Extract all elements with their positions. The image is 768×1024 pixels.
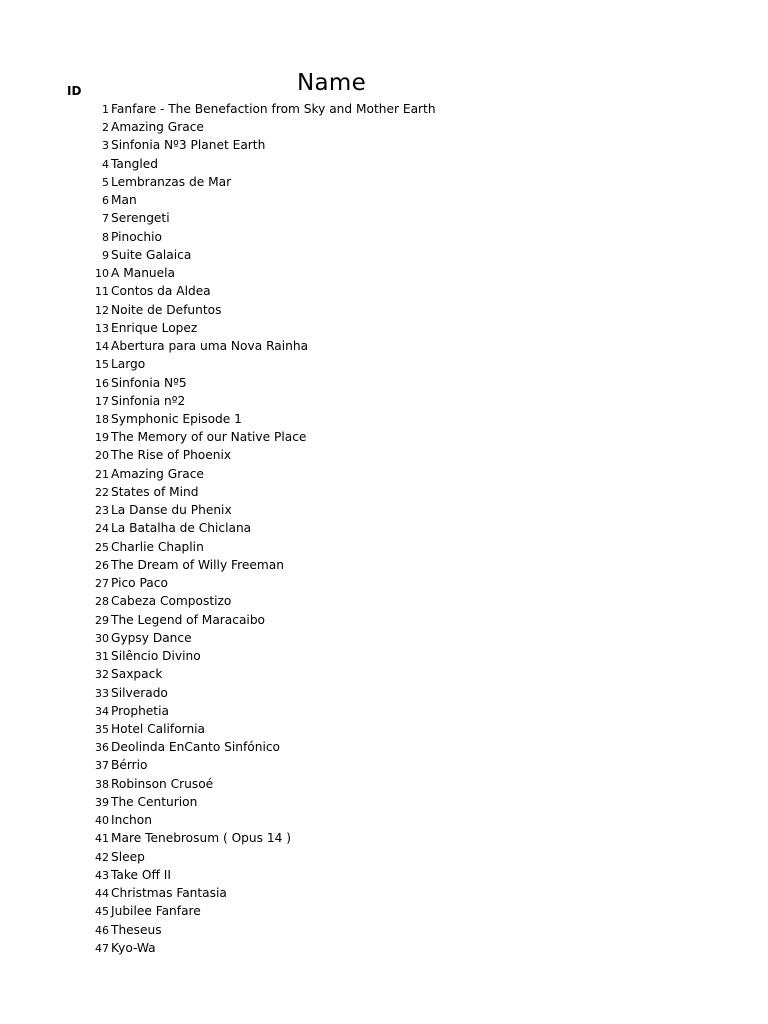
- list-item: [0, 228, 768, 246]
- list-item: [0, 538, 768, 556]
- row-id: 17: [95, 394, 109, 408]
- row-id: 44: [95, 887, 109, 901]
- row-id: 24: [95, 522, 109, 536]
- piece-list: [0, 100, 768, 957]
- row-id: 3: [102, 139, 109, 153]
- row-id: 14: [95, 340, 109, 354]
- list-item: [0, 884, 768, 902]
- name-column-header: Name: [297, 70, 367, 96]
- row-id: 30: [95, 631, 109, 645]
- row-id: 43: [95, 868, 109, 882]
- list-item: [0, 428, 768, 446]
- row-id: 15: [95, 358, 109, 372]
- list-item: [0, 519, 768, 537]
- list-item: [0, 811, 768, 829]
- list-item: [0, 738, 768, 756]
- row-name: Prophetia: [111, 703, 169, 718]
- row-id: 40: [95, 814, 109, 828]
- list-item: [0, 665, 768, 683]
- list-item: [0, 355, 768, 373]
- list-item: [0, 410, 768, 428]
- row-id: 22: [95, 485, 109, 499]
- row-id: 34: [95, 704, 109, 718]
- row-name: Kyo-Wa: [111, 940, 156, 955]
- list-item: [0, 501, 768, 519]
- row-name: Theseus: [111, 922, 162, 937]
- list-item: [0, 775, 768, 793]
- list-item: [0, 921, 768, 939]
- row-name: Jubilee Fanfare: [111, 904, 201, 919]
- list-item: [0, 337, 768, 355]
- row-id: 31: [95, 650, 109, 664]
- list-item: [0, 720, 768, 738]
- row-id: 45: [95, 905, 109, 919]
- list-item: [0, 483, 768, 501]
- row-name: Tangled: [111, 156, 158, 171]
- list-item: [0, 556, 768, 574]
- row-id: 25: [95, 540, 109, 554]
- row-id: 18: [95, 412, 109, 426]
- row-id: 46: [95, 923, 109, 937]
- row-id: 42: [95, 850, 109, 864]
- list-item: [0, 446, 768, 464]
- list-item: [0, 465, 768, 483]
- row-id: 32: [95, 668, 109, 682]
- row-name: Christmas Fantasia: [111, 886, 227, 901]
- row-name: Pico Paco: [111, 576, 168, 591]
- row-name: Hotel California: [111, 721, 206, 736]
- list-item: [0, 866, 768, 884]
- row-name: The Rise of Phoenix: [111, 448, 232, 463]
- row-name: Take Off II: [111, 867, 171, 882]
- row-name: Suite Galaica: [111, 247, 192, 262]
- row-id: 16: [95, 376, 109, 390]
- list-item: [0, 684, 768, 702]
- row-name: Silêncio Divino: [111, 649, 201, 664]
- list-item: [0, 319, 768, 337]
- row-name: Charlie Chaplin: [111, 539, 204, 554]
- list-item: [0, 647, 768, 665]
- list-item: [0, 246, 768, 264]
- list-item: [0, 155, 768, 173]
- row-name: The Centurion: [111, 794, 198, 809]
- list-item: [0, 136, 768, 154]
- list-item: [0, 191, 768, 209]
- row-id: 39: [95, 795, 109, 809]
- list-item: [0, 611, 768, 629]
- list-item: [0, 629, 768, 647]
- list-item: [0, 702, 768, 720]
- row-name: Inchon: [111, 813, 152, 828]
- row-name: Lembranzas de Mar: [111, 174, 232, 189]
- row-name: Contos da Aldea: [111, 284, 211, 299]
- row-name: Gypsy Dance: [111, 630, 192, 645]
- row-name: Enrique Lopez: [111, 320, 198, 335]
- row-id: 28: [95, 595, 109, 609]
- row-id: 23: [95, 504, 109, 518]
- row-name: Pinochio: [111, 229, 162, 244]
- list-item: [0, 829, 768, 847]
- list-item: [0, 209, 768, 227]
- row-id: 33: [95, 686, 109, 700]
- list-item: [0, 173, 768, 191]
- row-name: Largo: [111, 357, 146, 372]
- row-name: Sinfonia Nº5: [111, 375, 187, 390]
- row-name: Mare Tenebrosum ( Opus 14 ): [111, 831, 291, 846]
- row-id: 26: [95, 558, 109, 572]
- row-name: Man: [111, 193, 137, 208]
- list-item: [0, 939, 768, 957]
- row-id: 27: [95, 577, 109, 591]
- list-item: [0, 848, 768, 866]
- row-id: 20: [95, 449, 109, 463]
- row-name: States of Mind: [111, 484, 199, 499]
- row-name: Sinfonia nº2: [111, 393, 186, 408]
- row-id: 37: [95, 759, 109, 773]
- row-id: 36: [95, 741, 109, 755]
- list-item: [0, 592, 768, 610]
- row-id: 38: [95, 777, 109, 791]
- list-item: [0, 100, 768, 118]
- row-name: Fanfare - The Benefaction from Sky and Mother Earth: [111, 102, 436, 116]
- list-item: [0, 793, 768, 811]
- list-item: [0, 301, 768, 319]
- row-name: Sinfonia Nº3 Planet Earth: [111, 138, 266, 153]
- row-name: La Batalha de Chiclana: [111, 521, 252, 536]
- row-id: 4: [102, 157, 109, 171]
- row-id: 6: [102, 194, 109, 208]
- row-id: 13: [95, 321, 109, 335]
- row-name: Sleep: [111, 849, 145, 864]
- row-name: A Manuela: [111, 266, 175, 281]
- list-item: [0, 902, 768, 920]
- row-name: The Memory of our Native Place: [111, 430, 307, 445]
- row-id: 11: [95, 285, 109, 299]
- row-id: 2: [102, 121, 109, 135]
- list-item: [0, 756, 768, 774]
- row-name: Amazing Grace: [111, 120, 204, 135]
- row-name: Silverado: [111, 685, 168, 700]
- list-item: [0, 264, 768, 282]
- list-item: [0, 282, 768, 300]
- row-name: Cabeza Compostizo: [111, 594, 232, 609]
- id-column-header: ID: [67, 84, 82, 98]
- row-name: La Danse du Phenix: [111, 503, 232, 518]
- row-name: The Dream of Willy Freeman: [111, 557, 284, 572]
- row-name: Bérrio: [111, 758, 148, 773]
- row-id: 5: [102, 175, 109, 189]
- row-id: 1: [102, 103, 109, 116]
- row-id: 41: [95, 832, 109, 846]
- row-id: 8: [102, 230, 109, 244]
- row-id: 29: [95, 613, 109, 627]
- row-name: Symphonic Episode 1: [111, 411, 242, 426]
- row-id: 10: [95, 267, 109, 281]
- list-item: [0, 118, 768, 136]
- row-id: 12: [95, 303, 109, 317]
- row-id: 19: [95, 431, 109, 445]
- row-name: The Legend of Maracaibo: [111, 612, 266, 627]
- row-id: 35: [95, 722, 109, 736]
- row-id: 47: [95, 941, 109, 955]
- row-name: Amazing Grace: [111, 466, 204, 481]
- row-id: 7: [102, 212, 109, 226]
- row-name: Deolinda EnCanto Sinfónico: [111, 740, 281, 755]
- list-item: [0, 374, 768, 392]
- row-id: 9: [102, 248, 109, 262]
- row-name: Noite de Defuntos: [111, 302, 222, 317]
- row-name: Robinson Crusoé: [111, 776, 214, 791]
- list-item: [0, 392, 768, 410]
- list-item: [0, 574, 768, 592]
- row-name: Saxpack: [111, 667, 163, 682]
- row-name: Serengeti: [111, 211, 170, 226]
- row-name: Abertura para uma Nova Rainha: [111, 339, 309, 354]
- row-id: 21: [95, 467, 109, 481]
